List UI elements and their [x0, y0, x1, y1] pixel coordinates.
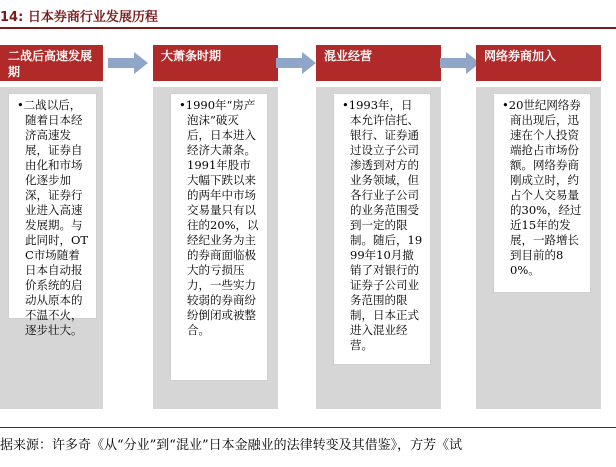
title-rule: [0, 27, 616, 29]
stage-text-1: •二战以后，随着日本经济高速发展，证券自由化和市场化逐步加深，证券行业进入高速发展期。与此同时，OTC市场随着日本自动报价系统的启动从原本的不温不火，逐步壮大。: [8, 93, 97, 319]
stage-text-3: •1993年，日本允许信托、银行、证券通过设立子公司渗透到对方的业务领域，但各行业子公司的业务范围受到一定的限制。随后，1999年10月撤销了对银行的证券子公司业务范围的限制，日本正式进入混业经营。: [333, 93, 431, 365]
footer-rule: [0, 427, 616, 428]
arrow-right-icon: [276, 52, 316, 74]
figure-title: 14: 日本券商行业发展历程: [0, 10, 158, 25]
stage-header-4: 网络券商加入: [476, 45, 601, 81]
stage-header-3: 混业经营: [316, 45, 441, 81]
stage-text-4: •20世纪网络券商出现后，迅速在个人投资端抢占市场份额。网络券商刚成立时，约占个人交易量的30%，经过近15年的发展，一路增长到目前的80%。: [493, 93, 591, 293]
arrow-right-icon: [108, 52, 148, 74]
stage-header-1: 二战后高速发展期: [0, 45, 103, 81]
stage-header-2: 大萧条时期: [153, 45, 278, 81]
arrow-right-icon: [440, 52, 480, 74]
stage-text-2: •1990年“房产泡沫”破灭后，日本进入经济大萧条。1991年股市大幅下跌以来的两年中市场交易量只有以往的20%，以经纪业务为主的券商面临极大的亏损压力，一些实力较弱的券商纷纷倒闭或被整合。: [170, 93, 268, 381]
source-note: 据来源：许多奇《从“分业”到“混业”日本金融业的法律转变及其借鉴》，方芳《试: [0, 438, 463, 453]
